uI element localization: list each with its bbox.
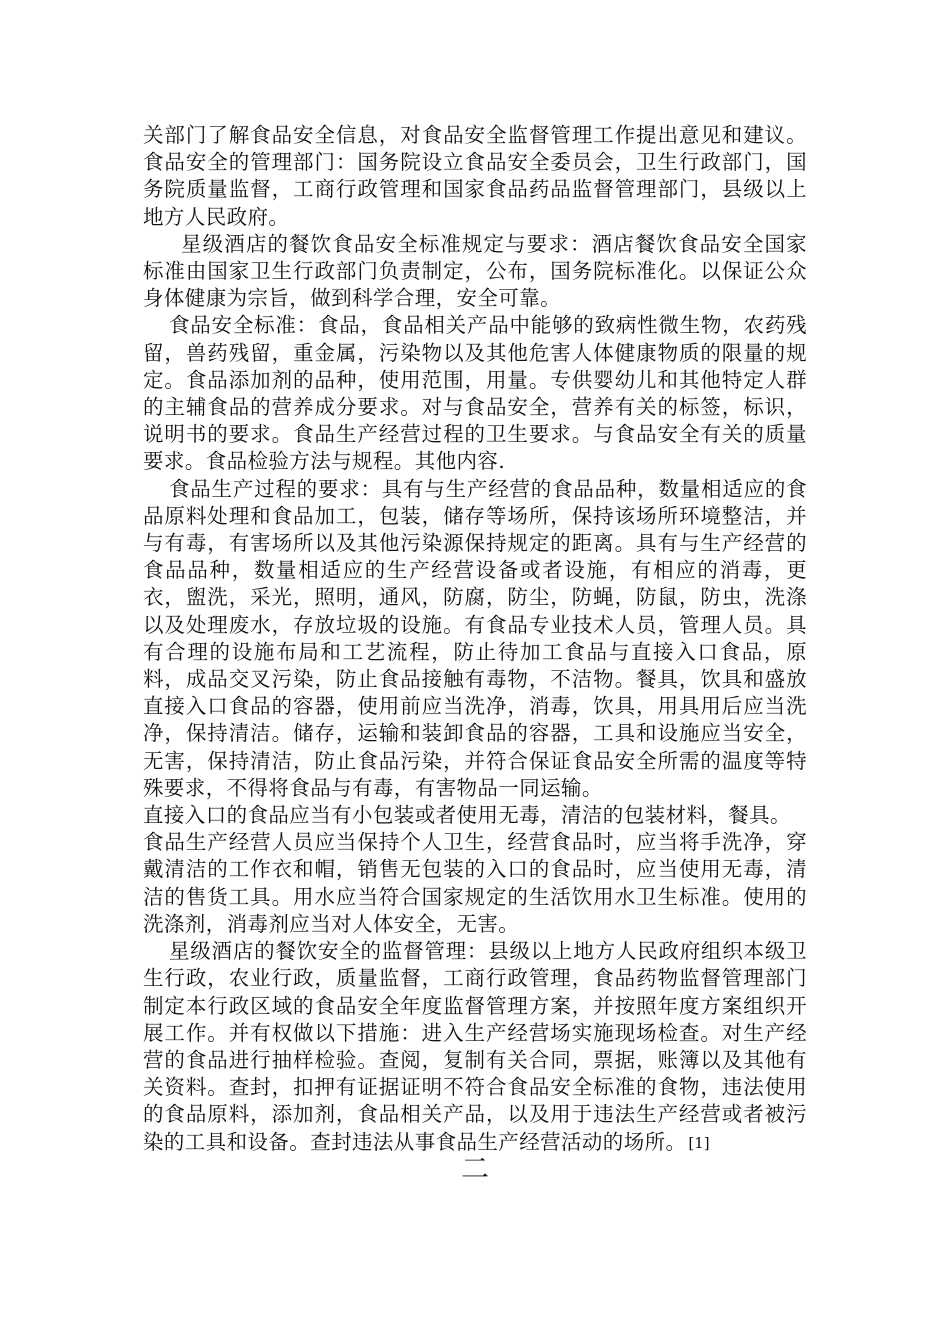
paragraph-supervision-management: [143, 938, 807, 1157]
document-body: [143, 122, 807, 1157]
paragraph-production-requirements: 食品生产过程的要求：具有与生产经营的食品品种，数量相适应的食品原料处理和食品加工，包装，储存等场所，保持该场所环境整洁，并与有毒，有害场所以及其他污染源保持规定的距离。具有与生产经营的食品品种，数量相适应的生产经营设备或者设施，有相应的消毒，更衣，盥洗，采光，照明，通风，防腐，防尘，防蝇，防鼠，防虫，洗涤以及处理废水，存放垃圾的设施。有食品专业技术人员，管理人员。具有合理的设施布局和工艺流程，防止待加工食品与直接入口食品，原料，成品交叉污染，防止食品接触有毒物，不洁物。餐具，饮具和盛放直接入口食品的容器，使用前应当洗净，消毒，饮具，用具用后应当洗净，保持清洁。储存，运输和装卸食品的容器，工具和设施应当安全，无害，保持清洁，防止食品污染，并符合保证食品安全所需的温度等特殊要求，不得将食品与有毒，有害物品一同运输。: [143, 476, 807, 800]
paragraph-hotel-food-safety-standards: 星级酒店的餐饮食品安全标准规定与要求：酒店餐饮食品安全国家标准由国家卫生行政部门负责制定，公布，国务院标准化。以保证公众身体健康为宗旨，做到科学合理，安全可靠。: [143, 231, 807, 311]
paragraph-food-safety-standard-contents: 食品安全标准：食品，食品相关产品中能够的致病性微生物，农药残留，兽药残留，重金属，污染物以及其他危害人体健康物质的限量的规定。食品添加剂的品种，使用范围，用量。专供婴幼儿和其他特定人群的主辅食品的营养成分要求。对与食品安全，营养有关的标签，标识，说明书的要求。食品生产经营过程的卫生要求。与食品安全有关的质量要求。食品检验方法与规程。其他内容.: [143, 313, 807, 474]
paragraph-management-departments: 关部门了解食品安全信息，对食品安全监督管理工作提出意见和建议。食品安全的管理部门：国务院设立食品安全委员会，卫生行政部门，国务院质量监督，工商行政管理和国家食品药品监督管理部门，县级以上地方人民政府。: [143, 123, 807, 229]
paragraph-personnel-hygiene: 食品生产经营人员应当保持个人卫生，经营食品时，应当将手洗净，穿戴清洁的工作衣和帽，销售无包装的入口的食品时，应当使用无毒，清洁的售货工具。用水应当符合国家规定的生活饮用水卫生标准。使用的洗涤剂，消毒剂应当对人体安全，无害。: [143, 830, 807, 936]
section-number: 二: [460, 1152, 489, 1185]
supervision-text: 星级酒店的餐饮安全的监督管理：县级以上地方人民政府组织本级卫生行政，农业行政，质量监督，工商行政管理，食品药物监督管理部门制定本行政区域的食品安全年度监督管理方案，并按照年度方案组织开展工作。并有权做以下措施：进入生产经营场实施现场检查。对生产经营的食品进行抽样检验。查阅，复制有关合同，票据，账簿以及其他有关资料。查封，扣押有证据证明不符合食品安全标准的食物，违法使用的食品原料，添加剂，食品相关产品，以及用于违法生产经营或者被污染的工具和设备。查封违法从事食品生产经营活动的场所。: [143, 939, 807, 1154]
paragraph-packaging-requirements: 直接入口的食品应当有小包装或者使用无毒，清洁的包装材料，餐具。: [143, 803, 791, 828]
reference-mark[interactable]: [1]: [688, 1133, 710, 1152]
